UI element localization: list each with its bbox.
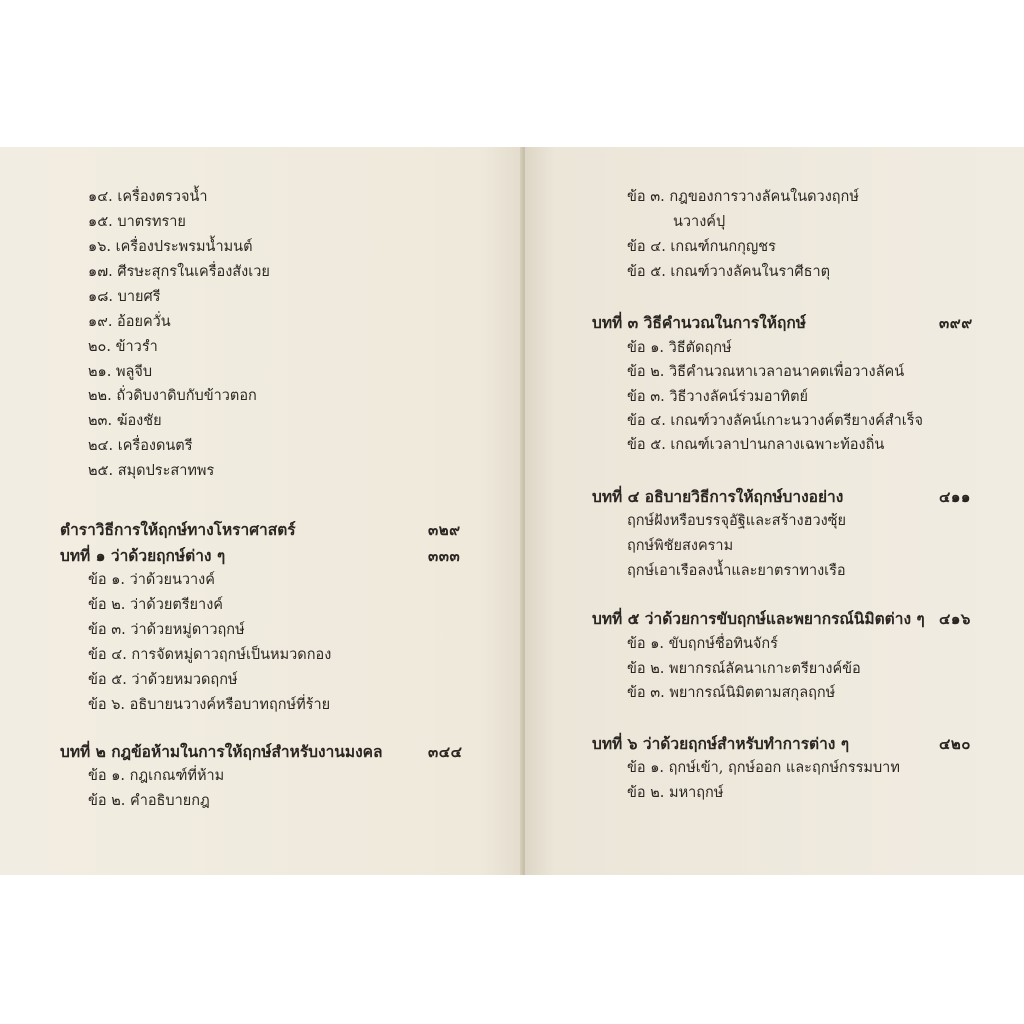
list-item: ๒๓. ฆ้องชัย [88, 413, 162, 429]
page-number: ๓๒๙ [428, 521, 461, 539]
chapter-title: บทที่ ๔ อธิบายวิธีการให้ฤกษ์บางอย่าง [592, 487, 844, 506]
list-item: นวางค์ปุ [673, 214, 726, 230]
chapter-title: บทที่ ๖ ว่าด้วยฤกษ์สำหรับทำการต่าง ๆ [592, 734, 850, 753]
section-title: ตำราวิธีการให้ฤกษ์ทางโหราศาสตร์ [60, 520, 296, 539]
list-item: ข้อ ๖. อธิบายนวางค์หรือบาทฤกษ์ที่ร้าย [88, 697, 331, 713]
list-item: ๒๔. เครื่องดนตรี [88, 438, 193, 454]
page-number: ๓๓๓ [428, 547, 461, 565]
list-item: ๒๕. สมุดประสาทพร [88, 463, 215, 479]
chapter-title-row [525, 732, 1024, 756]
list-item: ๑๖. เครื่องประพรมน้ำมนต์ [88, 239, 253, 255]
list-item: ข้อ ๒. ว่าด้วยตรียางค์ [88, 597, 223, 613]
chapter-title: บทที่ ๒ กฎข้อห้ามในการให้ฤกษ์สำหรับงานมงคล [60, 742, 383, 761]
list-item: ข้อ ๕. ว่าด้วยหมวดฤกษ์ [88, 672, 238, 688]
list-item: ข้อ ๒. คำอธิบายกฎ [88, 793, 210, 809]
list-item: ข้อ ๔. เกณฑ์วางลัคน์เกาะนวางค์ตรียางค์สำเร็จ [627, 413, 924, 429]
list-item: ข้อ ๑. วิธีตัดฤกษ์ [627, 340, 732, 356]
list-item: ฤกษ์พิชัยสงคราม [627, 538, 734, 554]
list-item: ฤกษ์เอาเรือลงน้ำและยาตราทางเรือ [627, 563, 846, 579]
right-page [525, 147, 1024, 875]
list-item: ๑๘. บายศรี [88, 289, 161, 305]
list-item: ๑๗. ศีรษะสุกรในเครื่องสังเวย [88, 264, 270, 280]
page-number: ๓๔๔ [428, 743, 463, 761]
list-item: ข้อ ๑. ขับฤกษ์ชื่อทินจักร์ [627, 636, 778, 652]
list-item: ฤกษ์ฝังหรือบรรจุอัฐิและสร้างฮวงซุ้ย [627, 513, 847, 529]
list-item: ข้อ ๓. ว่าด้วยหมู่ดาวฤกษ์ [88, 622, 245, 638]
list-item: ๒๐. ข้าวรำ [88, 339, 158, 355]
list-item: ข้อ ๒. วิธีคำนวณหาเวลาอนาคตเพื่อวางลัคน์ [627, 364, 905, 380]
chapter-title-row [0, 544, 522, 568]
list-item: ๒๒. ถั่วดิบงาดิบกับข้าวตอก [88, 388, 257, 404]
book-spread [0, 147, 1024, 875]
list-item: ๒๑. พลูจีบ [88, 364, 153, 380]
left-page [0, 147, 522, 875]
list-item: ข้อ ๕. เกณฑ์วางลัคนในราศีธาตุ [627, 264, 831, 280]
chapter-title-row [525, 607, 1024, 631]
chapter-title-row [0, 740, 522, 764]
list-item: ข้อ ๓. พยากรณ์นิมิตตามสกุลฤกษ์ [627, 685, 836, 701]
list-item: ๑๕. บาตรทราย [88, 214, 186, 230]
list-item: ข้อ ๓. กฎของการวางลัคนในดวงฤกษ์ [627, 189, 859, 205]
list-item: ๑๙. อ้อยควั่น [88, 314, 171, 330]
list-item: ข้อ ๑. ว่าด้วยนวางค์ [88, 572, 215, 588]
list-item: ข้อ ๕. เกณฑ์เวลาปานกลางเฉพาะท้องถิ่น [627, 437, 885, 453]
list-item: ข้อ ๔. การจัดหมู่ดาวฤกษ์เป็นหมวดกอง [88, 647, 332, 663]
chapter-title-row [525, 485, 1024, 509]
page-number: ๔๒๐ [939, 735, 971, 753]
list-item: ข้อ ๑. ฤกษ์เข้า, ฤกษ์ออก และฤกษ์กรรมบาท [627, 760, 900, 776]
list-item: ข้อ ๑. กฎเกณฑ์ที่ห้าม [88, 768, 225, 784]
chapter-title: บทที่ ๕ ว่าด้วยการขับฤกษ์และพยากรณ์นิมิตต่าง ๆ [592, 609, 925, 628]
list-item: ข้อ ๒. พยากรณ์ลัคนาเกาะตรียางค์ข้อ [627, 661, 861, 677]
list-item: ข้อ ๔. เกณฑ์กนกกุญชร [627, 239, 776, 255]
page-number: ๔๑๑ [939, 488, 971, 506]
list-item: ข้อ ๓. วิธีวางลัคน์ร่วมอาทิตย์ [627, 389, 809, 405]
chapter-title: บทที่ ๑ ว่าด้วยฤกษ์ต่าง ๆ [60, 546, 226, 565]
list-item: ข้อ ๒. มหาฤกษ์ [627, 785, 724, 801]
chapter-title-row [525, 311, 1024, 335]
chapter-title: บทที่ ๓ วิธีคำนวณในการให้ฤกษ์ [592, 313, 806, 332]
page-number: ๔๑๖ [939, 610, 971, 628]
section-title-row [0, 518, 522, 542]
page-number: ๓๙๙ [939, 314, 973, 332]
list-item: ๑๔. เครื่องตรวจน้ำ [88, 189, 208, 205]
